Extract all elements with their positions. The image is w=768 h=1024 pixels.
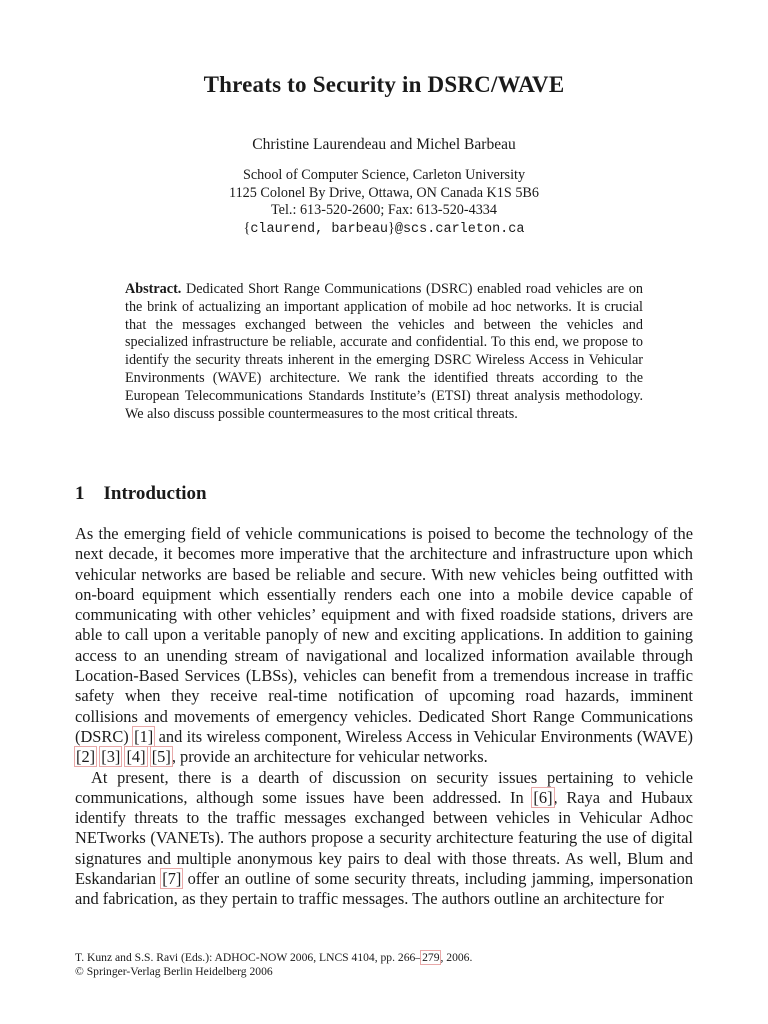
abstract-label: Abstract.: [125, 281, 182, 297]
affiliation-line-3: Tel.: 613-520-2600; Fax: 613-520-4334: [271, 202, 497, 218]
citation-5-link[interactable]: [5]: [151, 747, 171, 767]
page-end-link[interactable]: 279: [422, 951, 440, 964]
citation-3-link[interactable]: [3]: [101, 747, 121, 767]
paragraph-1-text-b: and its wireless component, Wireless Access in Vehicular Environments (WAVE): [154, 726, 693, 746]
footnote-line-1: [75, 951, 472, 965]
email-open-brace: {: [243, 219, 251, 236]
citation-4-link[interactable]: [4]: [126, 747, 146, 767]
paragraph-2: [75, 768, 693, 910]
affiliation-line-2: 1125 Colonel By Drive, Ottawa, ON Canada K1S 5B6: [229, 184, 539, 201]
citation-2-link[interactable]: [2]: [76, 747, 96, 767]
citation-6-link[interactable]: [6]: [533, 787, 553, 807]
abstract: [125, 281, 643, 423]
email-close-brace: }: [388, 219, 395, 236]
paragraph-2-text-b: , Raya and Hubaux identify threats to the traffic messages exchanged between vehicles in Vehicular Adhoc NETworks (VANETs). The authors propose a security architecture featuring the use of digital signatures and multiple anonymous key pairs to deal with those threats. As well, Blum and Eskandarian: [75, 787, 693, 889]
author-emails: [0, 220, 768, 239]
affiliation-block: [0, 167, 768, 238]
paragraph-1-text-a: As the emerging field of vehicle communications is poised to become the technology of the next decade, it becomes more imperative that the architecture and infrastructure upon which vehicular networks are based be reliable and secure. With new vehicles being outfitted with on-board equipment which essentially renders each one into a mobile device capable of communicating with other vehicles’ equipment and with fixed roadside stations, drivers are able to call upon a veritable panoply of new and exciting applications. In addition to gaining access to an unending stream of navigational and localized information available through Location-Based Services (LBSs), vehicles can benefit from a tremendous increase in traffic safety when they receive real-time notification of upcoming road hazards, imminent collisions and movements of emergency vehicles. Dedicated Short Range Communications (DSRC): [75, 524, 693, 746]
affiliation-line-1: School of Computer Science, Carleton University: [242, 167, 526, 183]
footnote-line-2: © Springer-Verlag Berlin Heidelberg 2006: [75, 965, 273, 979]
section-title: Introduction: [103, 483, 207, 504]
section-number: 1: [75, 483, 85, 504]
citation-1-link[interactable]: [1]: [134, 726, 154, 746]
paragraph-1: [75, 524, 693, 768]
footnote-year: , 2006.: [440, 951, 473, 964]
copyright-footnote: [75, 951, 472, 979]
email-domain: @scs.carleton.ca: [394, 221, 525, 237]
paragraph-2-text-a: At present, there is a dearth of discussion on security issues pertaining to vehicle communications, although some issues have been addressed. In: [75, 767, 693, 807]
abstract-text: Dedicated Short Range Communications (DSRC) enabled road vehicles are on the brink of actualizing an important application of mobile ad hoc networks. It is crucial that the messages exchanged between the vehicles and between the vehicles and specialized infrastructure be reliable, accurate and confidential. To this end, we propose to identify the security threats inherent in the emerging DSRC Wireless Access in Vehicular Environments (WAVE) architecture. We rank the identified threats according to the European Telecommunications Standards Institute’s (ETSI) threat analysis methodology. We also discuss possible countermeasures to the most critical threats.: [125, 281, 643, 422]
paragraph-2-text-c: offer an outline of some security threats, including jamming, impersonation and fabrication, as they pertain to traffic messages. The authors outline an architecture for: [75, 869, 694, 909]
section-heading: [75, 483, 207, 505]
introduction-body: [75, 524, 693, 910]
paragraph-1-text-c: , provide an architecture for vehicular networks.: [171, 747, 488, 767]
email-users: claurend, barbeau: [250, 221, 389, 237]
footnote-citation-text: T. Kunz and S.S. Ravi (Eds.): ADHOC-NOW 2006, LNCS 4104, pp. 266–: [75, 951, 422, 964]
paper-title: Threats to Security in DSRC/WAVE: [203, 72, 565, 97]
paper-authors: Christine Laurendeau and Michel Barbeau: [252, 136, 516, 153]
citation-7-link[interactable]: [7]: [162, 869, 182, 889]
